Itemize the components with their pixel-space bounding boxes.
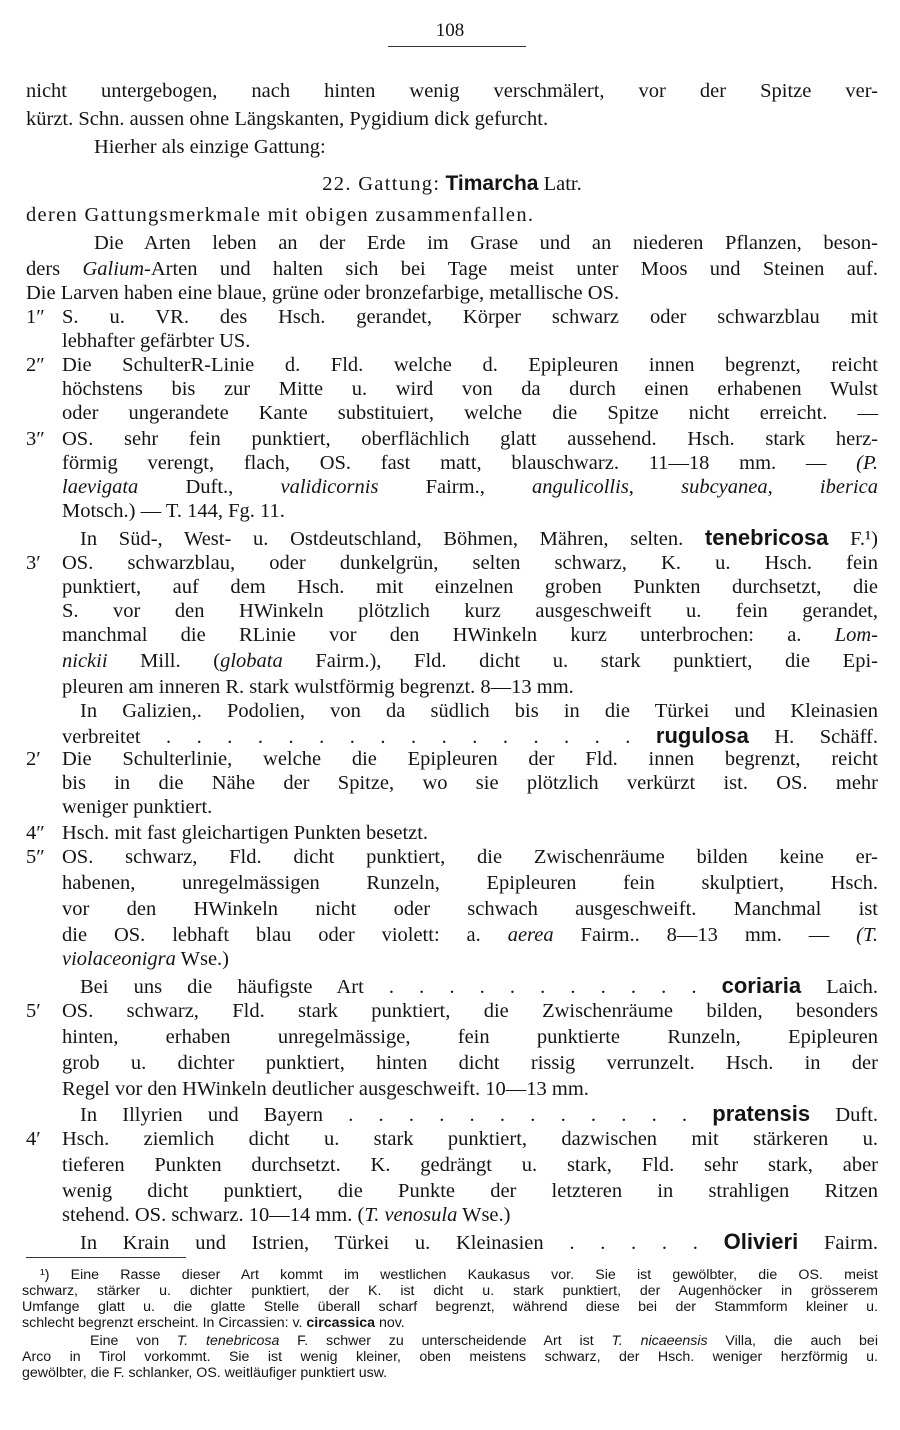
footnote-line-3: Umfange glatt u. die glatte Stelle überall scharf begrenzt, während diese bei der Stammform kleiner u. [22,1299,878,1315]
species-name: tenebricosa [704,525,829,550]
couplet-3b: 3′ OS. schwarzblau, oder dunkelgrün, selten schwarz, K. u. Hsch. fein [26,552,878,574]
footnote-line-2: schwarz, stärker u. dichter punktiert, der K. ist dicht u. stark punktiert, der Augenhöcker in grösserem [22,1283,878,1299]
species-name: Olivieri [723,1229,799,1254]
couplet-mark: 3′ [26,552,41,574]
intro-line-2: kürzt. Schn. aussen ohne Längskanten, Pygidium dick gefurcht. [26,108,549,130]
species-entry-tenebricosa: In Süd-, West- u. Ostdeutschland, Böhmen, Mähren, selten. tenebricosa F.¹) [80,525,878,550]
couplet-mark: 3″ [26,428,45,450]
couplet-3b-line-5: nickii Mill. (globata Fairm.), Fld. dicht u. stark punktiert, die Epi- [62,650,878,672]
footnote-line-5: Eine von T. tenebricosa F. schwer zu unterscheidende Art ist T. nicaeensis Villa, die auch bei [90,1333,878,1349]
couplet-2b-line-2: bis in die Nähe der Spitze, wo sie plötzlich verkürzt ist. OS. mehr [62,772,878,794]
genus-heading [26,172,878,196]
couplet-mark: 4″ [26,822,45,844]
couplet-5a-line-4: die OS. lebhaft blau oder violett: a. aerea Fairm.. 8—13 mm. — (T. [62,924,879,946]
couplet-1a: 1″ S. u. VR. des Hsch. gerandet, Körper schwarz oder schwarzblau mit [26,306,878,328]
couplet-3a-line-3: laevigata Duft., validicornis Fairm., angulicollis, subcyanea, iberica [62,476,878,498]
intro-line-3: Hierher als einzige Gattung: [94,136,326,158]
couplet-4b-line-2: tieferen Punkten durchsetzt. K. gedrängt u. stark, Fld. sehr stark, aber [62,1154,878,1176]
footnote-line-4: schlecht begrenzt erscheint. In Circassien: v. circassica nov. [22,1315,405,1331]
couplet-5a: 5″ OS. schwarz, Fld. dicht punktiert, die Zwischenräume bilden keine er- [26,846,878,868]
intro-line-1: nicht untergebogen, nach hinten wenig verschmälert, vor der Spitze ver- [26,80,878,102]
couplet-5b: 5′ OS. schwarz, Fld. stark punktiert, die Zwischenräume bilden, besonders [26,1000,878,1022]
couplet-5b-line-4: Regel vor den HWinkeln deutlicher ausgeschweift. 10—13 mm. [62,1078,589,1100]
couplet-3a-line-2: förmig verengt, flach, OS. fast matt, blauschwarz. 11—18 mm. — (P. [62,452,878,474]
footnote-line-1: ¹) Eine Rasse dieser Art kommt im westlichen Kaukasus vor. Sie ist gewölbter, die OS. meist [40,1267,878,1283]
couplet-3b-line-4: manchmal die RLinie vor den HWinkeln kurz unterbrochen: a. Lom- [62,624,878,646]
couplet-2a: 2″ Die SchulterR-Linie d. Fld. welche d. Epipleuren innen begrenzt, reicht [26,354,878,376]
page-number: 108 [435,20,465,41]
footnote-line-7: gewölbter, die F. schlanker, OS. weitläufiger punktiert usw. [22,1365,388,1381]
couplet-3b-line-6: pleuren am inneren R. stark wulstförmig begrenzt. 8—13 mm. [62,676,574,698]
desc-line-1: deren Gattungsmerkmale mit obigen zusammenfallen. [26,204,535,226]
couplet-2b: 2′ Die Schulterlinie, welche die Epipleuren der Fld. innen begrenzt, reicht [26,748,878,770]
couplet-4a: 4″ Hsch. mit fast gleichartigen Punkten besetzt. [26,822,429,844]
couplet-4b-line-3: wenig dicht punktiert, die Punkte der letzteren in strahligen Ritzen [62,1180,878,1202]
species-entry-olivieri: In Krain und Istrien, Türkei u. Kleinasien . . . . . Olivieri Fairm. [80,1229,879,1254]
couplet-3b-line-3: S. vor den HWinkeln plötzlich kurz ausgeschweift u. fein gerandet, [62,600,878,622]
species-entry-coriaria: Bei uns die häufigste Art . . . . . . . . . . . coriaria Laich. [80,973,879,998]
couplet-5a-line-5: violaceonigra Wse.) [62,948,230,970]
couplet-2b-line-3: weniger punktiert. [62,796,213,818]
couplet-4b: 4′ Hsch. ziemlich dicht u. stark punktiert, dazwischen mit stärkeren u. [26,1128,878,1150]
couplet-5b-line-3: grob u. dichter punktiert, hinten dicht rissig verrunzelt. Hsch. in der [62,1052,878,1074]
couplet-3b-line-2: punktiert, auf dem Hsch. mit einzelnen groben Punkten durchsetzt, die [62,576,878,598]
couplet-1a-line-2: lebhafter gefärbter US. [62,330,251,352]
page-number-rule [388,46,526,47]
footnote-line-6: Arco in Tirol vorkommt. Sie ist wenig kleiner, oben meistens schwarz, der Hsch. weniger herzförmig u. [22,1349,878,1365]
species-entry-rugulosa: verbreitet . . . . . . . . . . . . . . . . rugulosa H. Schäff. [62,723,879,748]
couplet-2a-line-2: höchstens bis zur Mitte u. wird von da durch einen erhabenen Wulst [62,378,878,400]
couplet-5a-line-3: vor den HWinkeln nicht oder schwach ausgeschweift. Manchmal ist [62,898,878,920]
genus-prefix: 22. Gattung: [322,173,441,195]
couplet-mark: 5′ [26,1000,41,1022]
species-entry-pratensis: In Illyrien und Bayern . . . . . . . . . . . . pratensis Duft. [80,1101,879,1126]
couplet-5b-line-2: hinten, erhaben unregelmässige, fein punktierte Runzeln, Epipleuren [62,1026,878,1048]
couplet-3b-locality: In Galizien,. Podolien, von da südlich bis in die Türkei und Kleinasien [80,700,878,722]
desc-line-4: Die Larven haben eine blaue, grüne oder bronzefarbige, metallische OS. [26,282,620,304]
couplet-mark: 5″ [26,846,45,868]
species-name: coriaria [721,973,802,998]
couplet-2a-line-3: oder ungerandete Kante substituiert, welche die Spitze nicht erreicht. — [62,402,878,424]
couplet-mark: 2″ [26,354,45,376]
couplet-mark: 2′ [26,748,41,770]
couplet-4b-line-4: stehend. OS. schwarz. 10—14 mm. (T. venosula Wse.) [62,1204,511,1226]
desc-line-3: ders Galium-Arten und halten sich bei Tage meist unter Moos und Steinen auf. [26,258,879,280]
couplet-mark: 1″ [26,306,45,328]
couplet-3a-line-4: Motsch.) — T. 144, Fg. 11. [62,500,285,522]
couplet-5a-line-2: habenen, unregelmässigen Runzeln, Epipleuren fein skulptiert, Hsch. [62,872,878,894]
genus-name: Timarcha [445,172,539,195]
couplet-3a: 3″ OS. sehr fein punktiert, oberflächlich glatt aussehend. Hsch. stark herz- [26,428,878,450]
footnote-rule [26,1257,186,1258]
species-name: pratensis [712,1101,811,1126]
species-name: rugulosa [655,723,749,748]
couplet-mark: 4′ [26,1128,41,1150]
galium-name: Galium [82,258,144,280]
desc-line-2: Die Arten leben an der Erde im Grase und an niederen Pflanzen, beson- [94,232,878,254]
genus-author: Latr. [543,173,582,195]
